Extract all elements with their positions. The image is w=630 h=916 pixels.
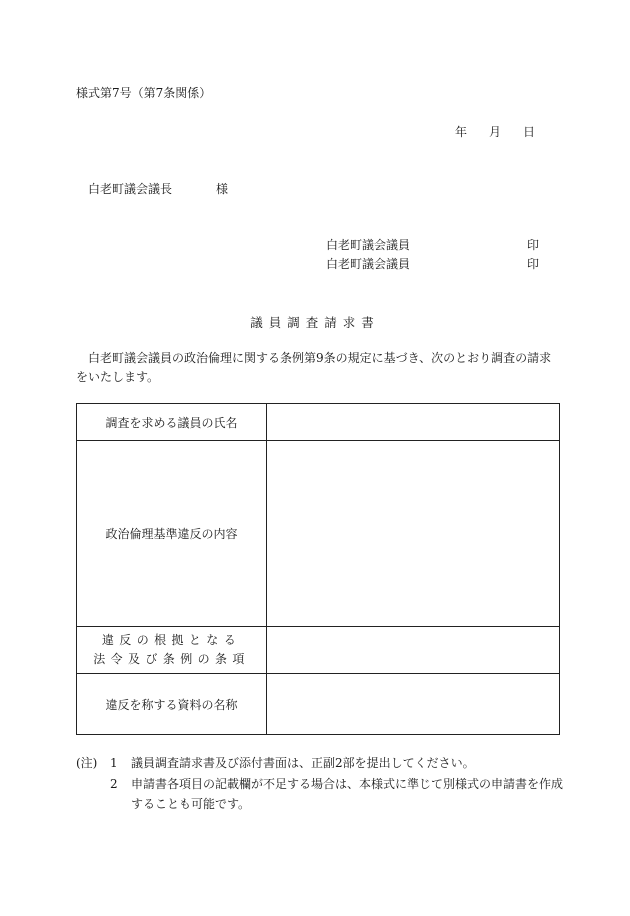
addressee-name: 白老町議会議長: [88, 182, 173, 196]
table-row: [77, 674, 560, 735]
legal-basis-field[interactable]: [267, 627, 560, 674]
evidence-name-field[interactable]: [267, 674, 560, 735]
seal-mark: 印: [527, 238, 540, 252]
legal-basis-label: [77, 627, 267, 674]
signer-line: [326, 236, 540, 253]
seal-mark: 印: [527, 257, 540, 271]
violation-content-field[interactable]: [267, 441, 560, 627]
addressee: [88, 180, 228, 197]
request-form-table: [76, 403, 560, 735]
signer-label: 白老町議会議員: [326, 238, 411, 252]
note-number: 2: [110, 777, 118, 791]
legal-basis-label-line2: 法令及び条例の条項: [93, 652, 250, 666]
date-line: [455, 123, 535, 140]
legal-basis-label-line1: 違反の根拠となる: [101, 633, 242, 647]
addressee-suffix: 様: [216, 182, 229, 196]
note-item: [110, 775, 563, 792]
member-name-label: 調査を求める議員の氏名: [77, 404, 267, 441]
form-number: 様式第7号（第7条関係）: [76, 86, 212, 100]
evidence-name-label: 違反を称する資料の名称: [77, 674, 267, 735]
signer-label: 白老町議会議員: [326, 257, 411, 271]
note-number: 1: [110, 756, 118, 770]
date-day: 日: [523, 125, 536, 139]
note-item: [110, 754, 475, 771]
table-row: [77, 627, 560, 674]
document-title: 議員調査請求書: [250, 315, 380, 330]
note-text: 申請書各項目の記載欄が不足する場合は、本様式に準じて別様式の申請書を作成: [131, 777, 564, 791]
date-month: 月: [489, 125, 502, 139]
note-text: 議員調査請求書及び添付書面は、正副2部を提出してください。: [131, 756, 475, 770]
member-name-field[interactable]: [267, 404, 560, 441]
signer-line: [326, 255, 540, 272]
notes-prefix: (注): [76, 756, 98, 770]
date-year: 年: [455, 125, 468, 139]
violation-content-label: 政治倫理基準違反の内容: [77, 441, 267, 627]
note-text-continuation: することも可能です。: [131, 797, 251, 811]
table-row: [77, 404, 560, 441]
request-statement: 白老町議会議員の政治倫理に関する条例第9条の規定に基づき、次のとおり調査の請求をいたします。: [76, 351, 552, 384]
table-row: [77, 441, 560, 627]
